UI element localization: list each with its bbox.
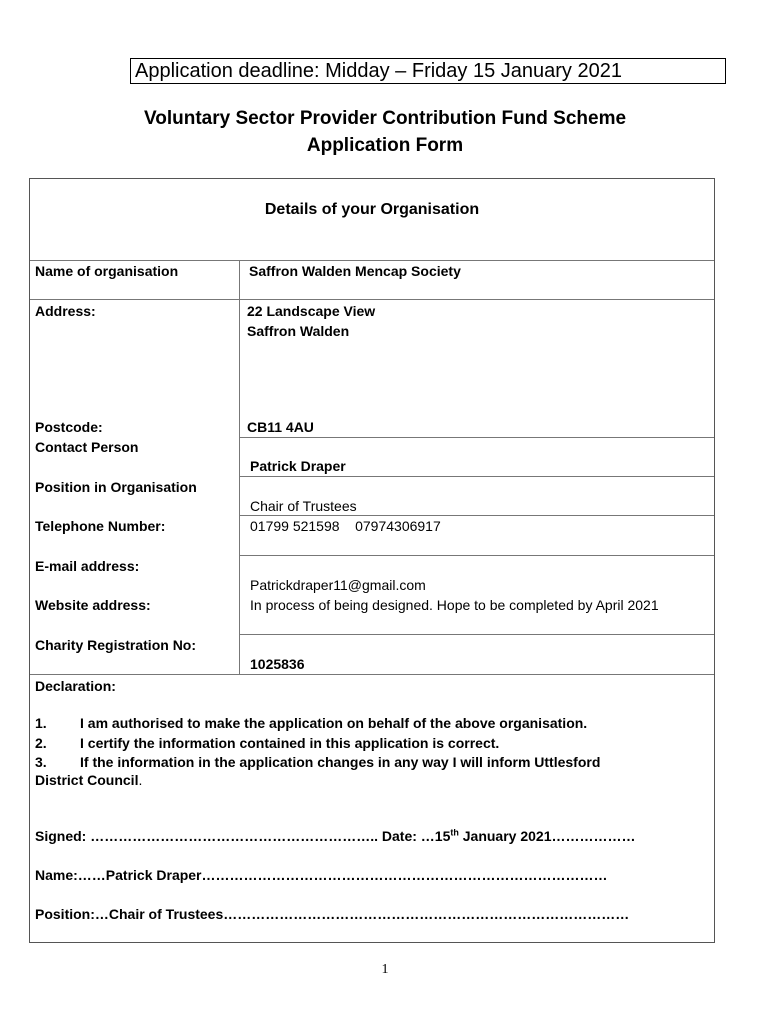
declaration-item-2-number: 2. bbox=[35, 735, 47, 751]
signed-text: Signed: …………………………………………………….. Date: …15 bbox=[35, 828, 451, 844]
website-label: Website address: bbox=[35, 597, 151, 613]
form-title-line-1: Voluntary Sector Provider Contribution Fund Scheme bbox=[143, 108, 627, 129]
declaration-item-2-text: I certify the information contained in this application is correct. bbox=[80, 735, 500, 751]
column-divider bbox=[239, 260, 240, 674]
section-heading: Details of your Organisation bbox=[264, 201, 480, 218]
postcode-label: Postcode: bbox=[35, 419, 103, 435]
row-divider bbox=[239, 476, 714, 477]
name-line: Name:……Patrick Draper…………………………………………………………………………… bbox=[35, 867, 608, 883]
email-label: E-mail address: bbox=[35, 558, 140, 574]
date-text: January 2021……………… bbox=[458, 828, 636, 844]
page-number: 1 bbox=[381, 962, 389, 977]
address-line-2: Saffron Walden bbox=[247, 323, 350, 339]
row-divider bbox=[30, 260, 714, 261]
contact-value: Patrick Draper bbox=[250, 458, 346, 474]
website-value: In process of being designed. Hope to be completed by April 2021 bbox=[250, 597, 659, 613]
date-suffix: th bbox=[450, 827, 459, 838]
declaration-item-3-text: If the information in the application changes in any way I will inform Uttlesford bbox=[80, 754, 601, 770]
contact-label: Contact Person bbox=[35, 439, 139, 455]
address-label: Address: bbox=[35, 303, 96, 319]
row-divider bbox=[30, 299, 714, 300]
position-line: Position:…Chair of Trustees…………………………………………………………………………… bbox=[35, 906, 630, 922]
row-divider bbox=[239, 515, 714, 516]
org-name-value: Saffron Walden Mencap Society bbox=[249, 263, 461, 279]
declaration-item-3-number: 3. bbox=[35, 754, 47, 770]
district-council-text: District Council bbox=[35, 772, 139, 788]
telephone-value: 01799 521598 07974306917 bbox=[250, 518, 441, 534]
deadline-box: Application deadline: Midday – Friday 15 January 2021 bbox=[130, 58, 726, 84]
charity-label: Charity Registration No: bbox=[35, 637, 197, 653]
declaration-heading: Declaration: bbox=[35, 678, 116, 694]
row-divider bbox=[239, 437, 714, 438]
position-label: Position in Organisation bbox=[35, 479, 197, 495]
row-divider bbox=[239, 634, 714, 635]
postcode-value: CB11 4AU bbox=[247, 419, 314, 435]
position-value: Chair of Trustees bbox=[250, 498, 357, 514]
row-divider bbox=[239, 555, 714, 556]
org-name-label: Name of organisation bbox=[35, 263, 179, 279]
period-text: . bbox=[138, 772, 143, 788]
declaration-item-1-text: I am authorised to make the application on behalf of the above organisation. bbox=[80, 715, 588, 731]
row-divider bbox=[30, 674, 714, 675]
address-line-1: 22 Landscape View bbox=[247, 303, 376, 319]
signed-date-line bbox=[35, 827, 635, 845]
form-title-line-2: Application Form bbox=[306, 135, 464, 156]
declaration-item-1-number: 1. bbox=[35, 715, 47, 731]
declaration-item-3-continued bbox=[35, 771, 142, 789]
email-value: Patrickdraper11@gmail.com bbox=[250, 577, 426, 593]
charity-value: 1025836 bbox=[250, 656, 305, 672]
telephone-label: Telephone Number: bbox=[35, 518, 166, 534]
